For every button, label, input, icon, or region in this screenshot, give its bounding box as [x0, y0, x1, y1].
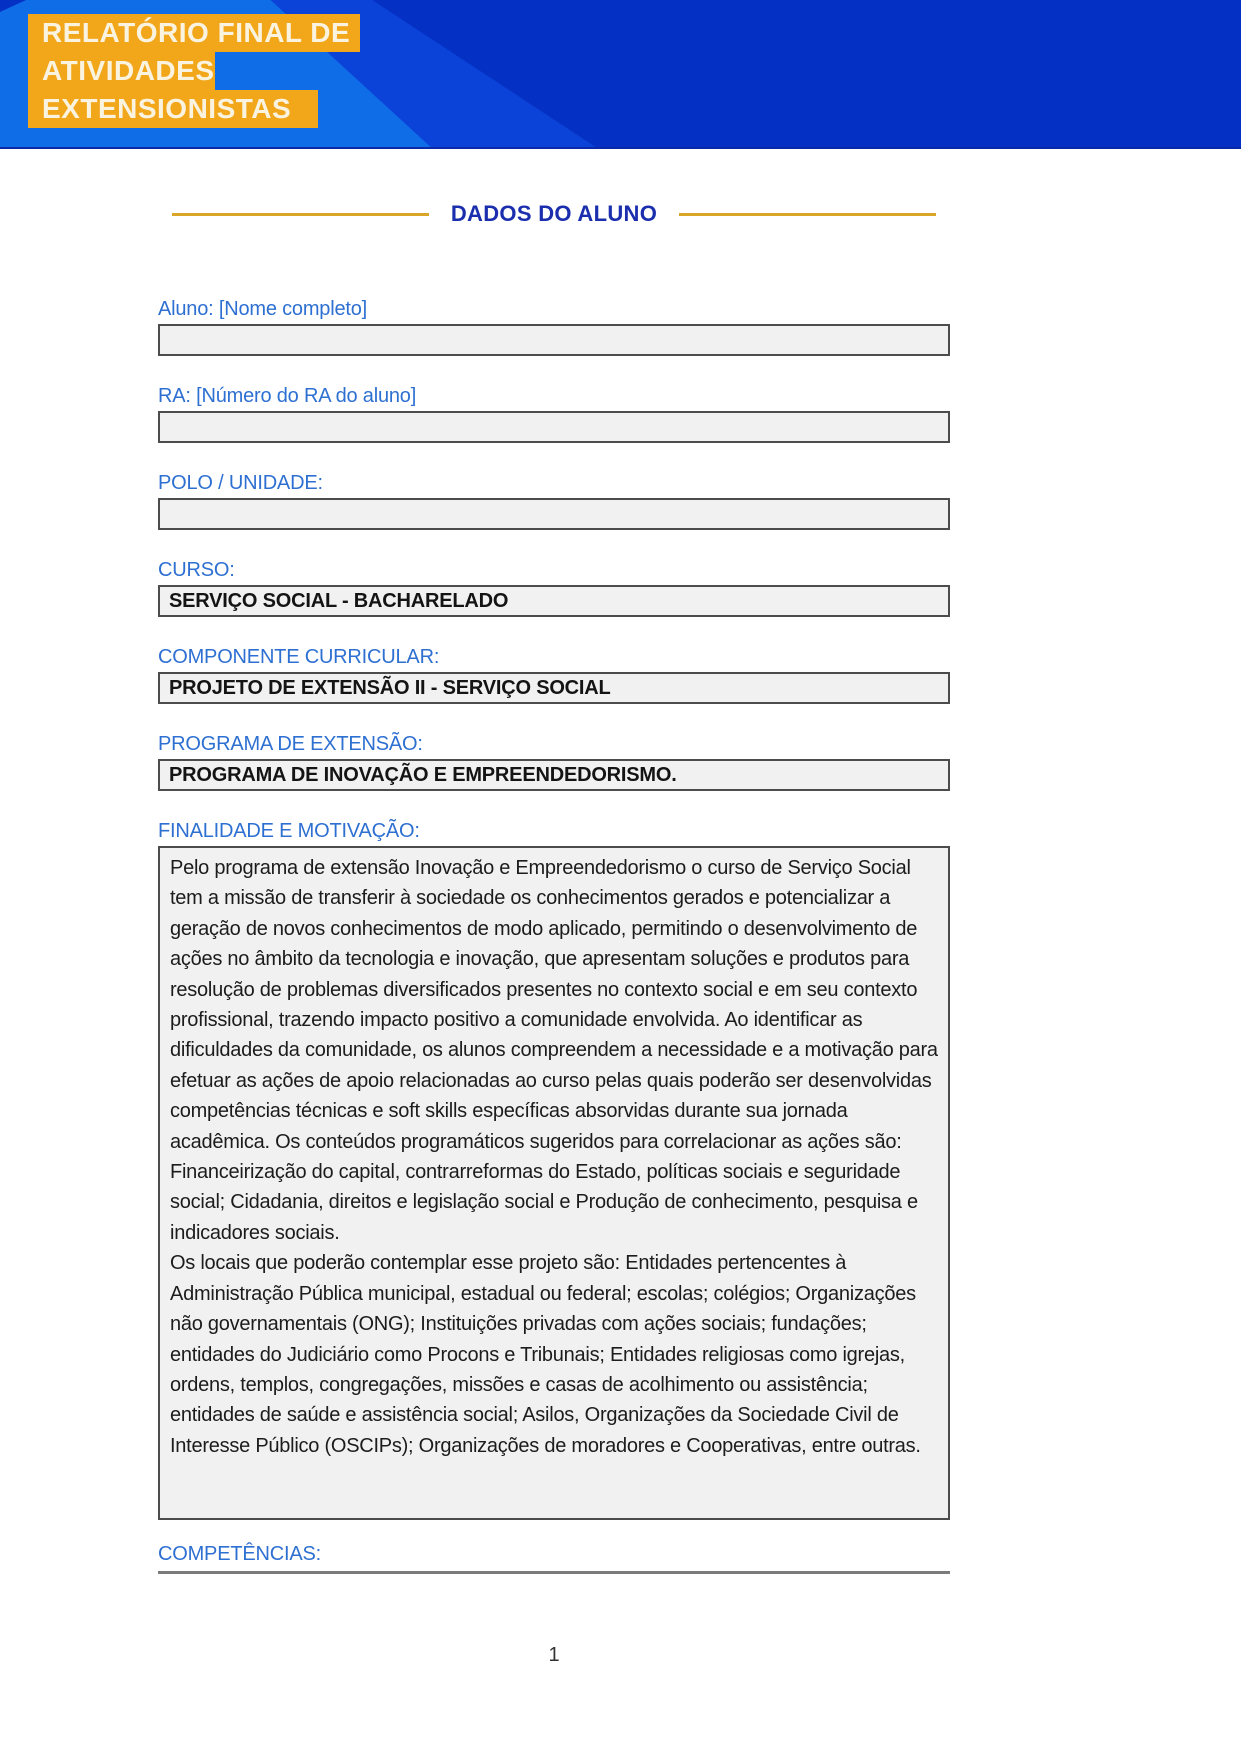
field-label-polo-unidade: POLO / UNIDADE:: [158, 472, 323, 494]
title-rule-right: [679, 213, 936, 216]
field-input-componente-curricular[interactable]: [158, 672, 950, 704]
section-title-row: [158, 197, 950, 231]
finalidade-paragraph-2: Financeirização do capital, contrarreformas do Estado, políticas sociais e seguridade social; Cidadania, direitos e legislação social e Produção de conhecimento, pesquisa e indicadores sociais.: [170, 1161, 918, 1244]
field-label-finalidade-motivacao: FINALIDADE E MOTIVAÇÃO:: [158, 820, 420, 842]
banner-line-1: RELATÓRIO FINAL DE: [28, 14, 360, 52]
field-group-programa-extensao: [158, 733, 950, 791]
report-title-banner: [28, 14, 360, 128]
field-value-programa-extensao: PROGRAMA DE INOVAÇÃO E EMPREENDEDORISMO.: [169, 763, 677, 786]
title-rule-left: [172, 213, 429, 216]
field-group-aluno: [158, 298, 950, 356]
finalidade-paragraph-3: Os locais que poderão contemplar esse projeto são: Entidades pertencentes à Administração Pública municipal, estadual ou federal; escolas; colégios; Organizações não governamentais (ONG); Instituições privadas com ações sociais; fundações; entidades do Judiciário como Procons e Tribunais; Entidades religiosas como igrejas, ordens, templos, congregações, missões e casas de acolhimento ou assistência; entidades de saúde e assistência social; Asilos, Organizações da Sociedade Civil de Interesse Público (OSCIPs); Organizações de moradores e Cooperativas, entre outras.: [170, 1252, 921, 1457]
field-label-curso: CURSO:: [158, 559, 235, 581]
field-group-ra: [158, 385, 950, 443]
field-input-polo-unidade[interactable]: [158, 498, 950, 530]
field-label-aluno: Aluno: [Nome completo]: [158, 298, 368, 320]
content-column: [158, 197, 950, 1667]
field-label-programa-extensao: PROGRAMA DE EXTENSÃO:: [158, 733, 423, 755]
field-group-polo-unidade: [158, 472, 950, 530]
section-title: DADOS DO ALUNO: [450, 201, 658, 226]
field-group-finalidade-motivacao: [158, 820, 950, 1520]
field-input-curso[interactable]: [158, 585, 950, 617]
header-corner-triangle: [0, 0, 26, 12]
finalidade-paragraph-1: Pelo programa de extensão Inovação e Empreendedorismo o curso de Serviço Social tem a missão de transferir à sociedade os conhecimentos gerados e potencializar a geração de novos conhecimentos de modo aplicado, permitindo o desenvolvimento de ações no âmbito da tecnologia e inovação, que apresentam soluções e produtos para resolução de problemas diversificados presentes no contexto social e em seu contexto profissional, trazendo impacto positivo a comunidade envolvida. Ao identificar as dificuldades da comunidade, os alunos compreendem a necessidade e a motivação para efetuar as ações de apoio relacionadas ao curso pelas quais poderão ser desenvolvidas competências técnicas e soft skills específicas absorvidas durante sua jornada acadêmica. Os conteúdos programáticos sugeridos para correlacionar as ações são:: [170, 857, 938, 1153]
field-group-curso: [158, 559, 950, 617]
field-group-componente-curricular: [158, 646, 950, 704]
header-banner: [0, 0, 1241, 149]
banner-line-3: EXTENSIONISTAS: [28, 90, 318, 128]
field-input-aluno[interactable]: [158, 324, 950, 356]
page-number: 1: [548, 1644, 560, 1666]
field-label-componente-curricular: COMPONENTE CURRICULAR:: [158, 646, 440, 668]
field-label-competencias: COMPETÊNCIAS:: [158, 1543, 321, 1565]
finalidade-text-box[interactable]: [158, 846, 950, 1520]
field-input-ra[interactable]: [158, 411, 950, 443]
field-value-componente-curricular: PROJETO DE EXTENSÃO II - SERVIÇO SOCIAL: [169, 676, 611, 699]
competencias-section: [158, 1543, 950, 1574]
field-label-ra: RA: [Número do RA do aluno]: [158, 385, 417, 407]
banner-line-2: ATIVIDADES: [28, 52, 215, 90]
field-input-programa-extensao[interactable]: [158, 759, 950, 791]
field-value-curso: SERVIÇO SOCIAL - BACHARELADO: [169, 589, 509, 612]
competencias-underline: [158, 1571, 950, 1574]
